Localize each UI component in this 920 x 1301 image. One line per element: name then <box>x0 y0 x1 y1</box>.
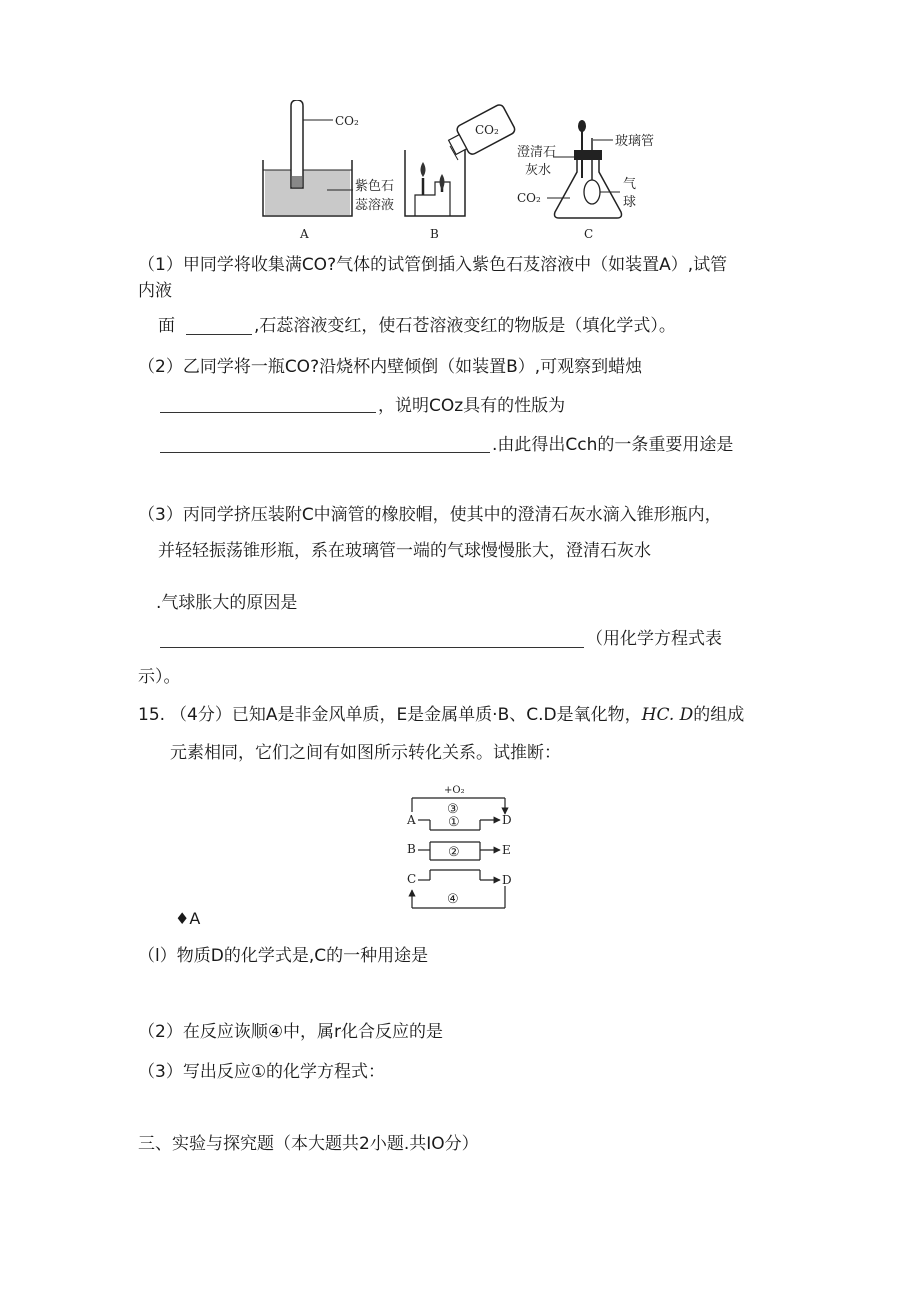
q14-part3-line3: .气球胀大的原因是 <box>156 593 298 613</box>
q15-sub3: （3）写出反应①的化学方程式： <box>138 1062 386 1082</box>
caption-b: B <box>430 227 439 241</box>
label-purple-litmus-2: 蕊溶液 <box>355 198 395 213</box>
apparatus-a <box>263 100 394 241</box>
q15-stem-part-b: HC. D <box>641 705 694 725</box>
reaction-3-label: ③ <box>447 802 459 817</box>
apparatus-b <box>405 103 516 241</box>
q14-part2-line2: ，说明COz具有的性版为 <box>378 396 566 416</box>
q14-part1-line3-suffix: ,石蕊溶液变红，使石苍溶液变红的物版是（填化学式）。 <box>254 316 676 336</box>
caption-c: C <box>584 227 594 241</box>
node-a: A <box>407 813 416 827</box>
caption-a: A <box>300 227 309 241</box>
q14-part3-line4: （用化学方程式表 <box>586 629 722 649</box>
label-co2-b: CO₂ <box>475 123 499 137</box>
q15-stem-line1 <box>170 704 744 726</box>
conversion-diagram <box>400 782 525 914</box>
reaction-1-label: ① <box>448 815 460 830</box>
apparatus-c <box>517 120 654 241</box>
q14-part2-blank-2[interactable] <box>160 452 490 453</box>
q14-part1-line2: 内液 <box>138 281 172 301</box>
q15-number: 15. <box>138 705 166 725</box>
q15-stem-line2: 元素相同，它们之间有如图所示转化关系。试推断： <box>170 743 561 763</box>
node-c: C <box>407 872 417 886</box>
q14-part3-line2: 并轻轻振荡锥形瓶，系在玻璃管一端的气球慢慢胀大，澄清石灰水 <box>158 541 651 561</box>
reaction-2-label: ② <box>448 845 460 860</box>
label-glass-tube: 玻璃管 <box>615 134 655 149</box>
node-e: E <box>502 843 511 857</box>
q15-stem-part-a: （4分）已知A是非金风单质，E是金属单质·B、C.D是氧化物， <box>170 705 642 725</box>
node-d-bottom: D <box>502 873 512 887</box>
label-limewater-2: 灰水 <box>525 163 552 178</box>
reaction-4-label: ④ <box>447 892 459 907</box>
label-balloon-1: 气 <box>623 177 637 192</box>
label-balloon-2: 球 <box>623 195 637 210</box>
q14-part2-line3: .由此得出Cch的一条重要用途是 <box>492 435 734 455</box>
label-plus-o2: +O₂ <box>444 785 465 796</box>
q15-stem-part-c: 的组成 <box>693 705 745 725</box>
section-3-title: 三、实验与探究题（本大题共2小题.共IO分） <box>138 1134 479 1154</box>
label-purple-litmus-1: 紫色石 <box>355 179 395 194</box>
q14-part2-line1: （2）乙同学将一瓶CO?沿烧杯内壁倾倒（如装置B）,可观察到蜡烛 <box>138 357 643 377</box>
q14-part3-blank[interactable] <box>160 647 584 648</box>
q14-part1-line3-prefix: 面 <box>158 316 175 336</box>
q14-part3-line1: （3）丙同学挤压装附C中滴管的橡胶帽，使其中的澄清石灰水滴入锥形瓶内， <box>138 505 722 525</box>
node-d-top: D <box>502 813 512 827</box>
label-limewater-1: 澄清石 <box>517 145 557 160</box>
node-b: B <box>407 842 416 856</box>
apparatus-figure <box>255 100 675 245</box>
label-co2-a: CO₂ <box>335 114 359 128</box>
q14-part1-blank[interactable] <box>186 334 252 335</box>
q15-sub2: （2）在反应诙顺④中，属r化合反应的是 <box>138 1022 444 1042</box>
q15-note: ♦A <box>175 909 201 928</box>
q14-part1-line1: （1）甲同学将收集满CO?气体的试管倒插入紫色石芨溶液中（如装置A）,试管 <box>138 255 728 275</box>
q15-sub1: （l）物质D的化学式是,C的一种用途是 <box>138 946 429 966</box>
q14-part3-line5: 示）。 <box>138 667 181 687</box>
q14-part2-blank-1[interactable] <box>160 412 376 413</box>
label-co2-c: CO₂ <box>517 191 541 205</box>
